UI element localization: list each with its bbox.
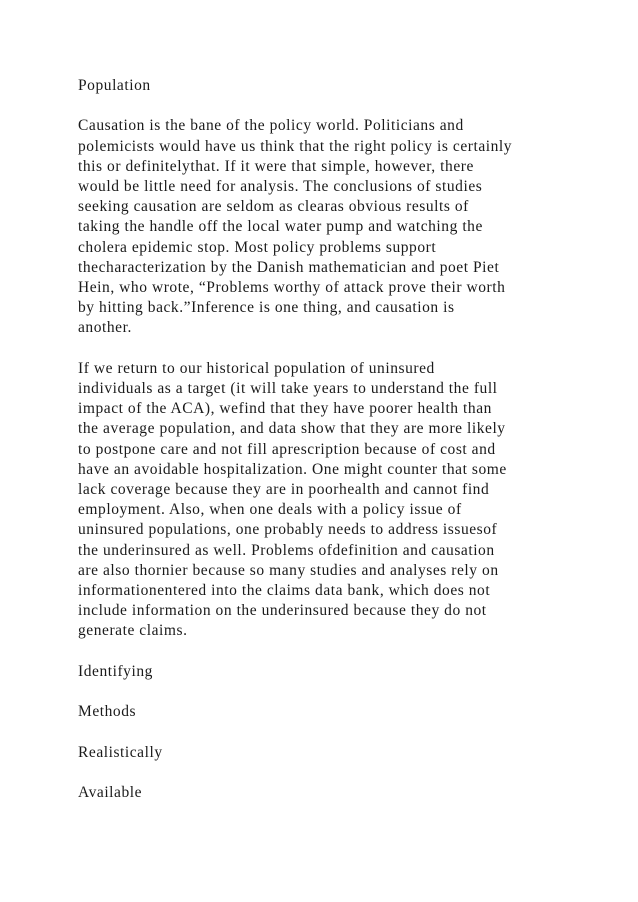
document-body: [78, 76, 578, 803]
text-line: uninsured populations, one probably needs to address issuesof: [78, 521, 498, 539]
word-available: Available: [78, 784, 143, 802]
text-line: would be little need for analysis. The conclusions of studies: [78, 178, 483, 195]
text-line: are also thornier because so many studies and analyses rely on: [78, 561, 499, 579]
text-line: have an avoidable hospitalization. One might counter that some: [78, 460, 507, 478]
text-line: polemicists would have us think that the right policy is certainly: [78, 137, 513, 155]
text-line: employment. Also, when one deals with a policy issue of: [78, 501, 462, 519]
text-line: the average population, and data show that they are more likely: [78, 420, 506, 438]
text-line: another.: [78, 319, 132, 337]
text-line: taking the handle off the local water pump and watching the: [78, 218, 483, 236]
paragraph-uninsured: [78, 359, 578, 642]
text-line: Causation is the bane of the policy world. Politicians and: [78, 117, 464, 135]
word-realistically: Realistically: [78, 743, 163, 761]
text-line: generate claims.: [78, 622, 188, 640]
text-line: thecharacterization by the Danish mathematician and poet Piet: [78, 258, 500, 276]
text-line: to postpone care and not fill aprescription because of cost and: [78, 440, 496, 458]
text-line: impact of the ACA), wefind that they have poorer health than: [78, 400, 492, 418]
word-identifying: Identifying: [78, 662, 153, 680]
heading-population: Population: [78, 77, 151, 94]
text-line: this or definitelythat. If it were that simple, however, there: [78, 157, 474, 175]
text-line: seeking causation are seldom as clearas obvious results of: [78, 198, 469, 216]
word-methods: Methods: [78, 703, 137, 721]
text-line: informationentered into the claims data bank, which does not: [78, 582, 491, 600]
text-line: cholera epidemic stop. Most policy problems support: [78, 238, 437, 256]
text-line: by hitting back.”Inference is one thing, and causation is: [78, 299, 455, 317]
paragraph-causation: [78, 116, 578, 338]
text-line: the underinsured as well. Problems ofdefinition and causation: [78, 541, 495, 559]
text-line: If we return to our historical population of uninsured: [78, 359, 435, 377]
text-line: Hein, who wrote, “Problems worthy of attack prove their worth: [78, 279, 506, 297]
text-line: individuals as a target (it will take years to understand the full: [78, 380, 498, 398]
text-line: include information on the underinsured because they do not: [78, 602, 487, 620]
text-line: lack coverage because they are in poorhealth and cannot find: [78, 481, 490, 499]
